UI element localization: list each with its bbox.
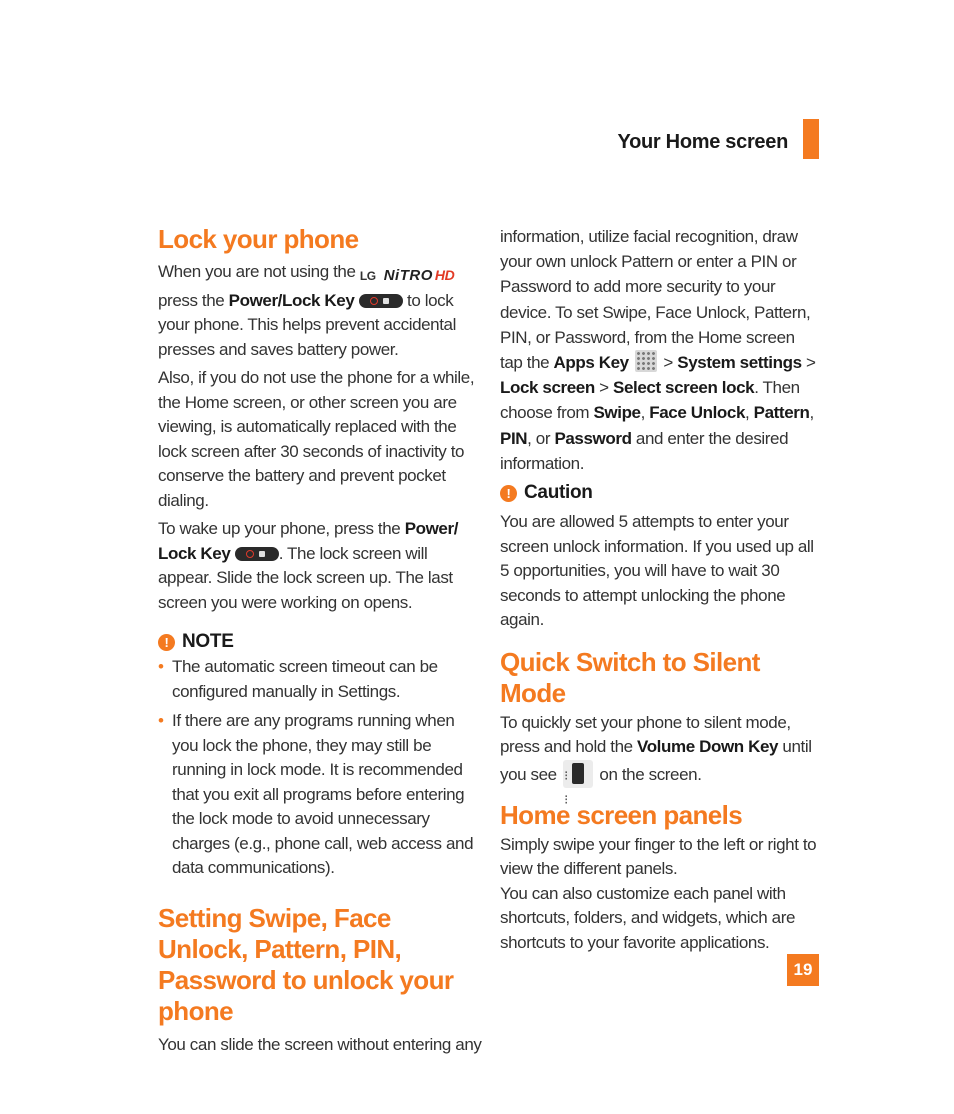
lock-paragraph-1: When you are not using the LG NiTRO HD press the Power/Lock Key to lock your phone. This helps prevent accidental presses and saves battery power. <box>158 262 456 359</box>
note-list <box>158 655 476 881</box>
unlock-instructions: information, utilize facial recognition, draw your own unlock Pattern or enter a PIN or Password to add more security to your device. To set Swipe, Face Unlock, Pattern, PIN, or Password, from the Home screen tap the Apps Key > System settings > Lock screen > Select screen lock. Then choose from Swipe, Face Unlock, Pattern, PIN, or Password and enter the desired information. <box>500 227 816 473</box>
select-screen-lock-label: Select screen lock <box>613 378 755 398</box>
section-title: Your Home screen <box>617 131 788 153</box>
option-pattern: Pattern <box>753 403 810 423</box>
power-lock-key-icon-2 <box>235 547 279 561</box>
option-password: Password <box>554 428 632 448</box>
system-settings-label: System settings <box>677 353 802 373</box>
option-pin: PIN <box>500 428 528 448</box>
power-lock-key-label-2: Power/ Lock Key <box>158 519 459 563</box>
caution-heading: ! Caution <box>500 482 818 504</box>
lg-nitro-hd-logo: LG NiTRO HD <box>359 267 455 284</box>
page-number: 19 <box>787 954 819 986</box>
lock-paragraph-3: To wake up your phone, press the Power/ Lock Key . The lock screen will appear. Slide the lock screen up. The last screen you were working on opens. <box>158 519 459 612</box>
apps-grid-icon <box>635 350 657 372</box>
lock-screen-label: Lock screen <box>500 378 595 398</box>
panels-paragraph-1: Simply swipe your finger to the left or right to view the different panels. <box>500 834 817 879</box>
warning-icon: ! <box>158 634 175 651</box>
list-item: • If there are any programs running when you lock the phone, they may still be running in lock mode. It is recommended that you exit all programs before entering the lock mode to avoid unnecessary charges (e.g., phone call, web access and data communications). <box>158 709 476 881</box>
panels-paragraph-2: You can also customize each panel with shortcuts, folders, and widgets, which are shortcuts to your favorite applications. <box>500 883 796 952</box>
quick-switch-text: To quickly set your phone to silent mode, press and hold the Volume Down Key until you see ⁝ ⁝ on the screen. <box>500 711 818 788</box>
lock-paragraph-2: Also, if you do not use the phone for a while, the Home screen, or other screen you are viewing, is automatically replaced with the lock screen after 30 seconds of inactivity to conserve the battery and prevent pocket dialing. <box>158 368 475 510</box>
quick-switch-heading: Quick Switch to Silent Mode <box>500 646 760 708</box>
apps-key-label: Apps Key <box>553 353 629 373</box>
option-face-unlock: Face Unlock <box>649 403 746 423</box>
volume-down-key-label: Volume Down Key <box>637 737 779 757</box>
note-heading: ! NOTE <box>158 631 476 653</box>
caution-text: You are allowed 5 attempts to enter your screen unlock information. If you used up all 5 opportunities, you will have to wait 30 seconds to attempt unlocking the phone again. <box>500 512 814 630</box>
lock-your-phone-heading: Lock your phone <box>158 224 359 254</box>
right-column <box>500 224 818 955</box>
setting-unlock-heading: Setting Swipe, Face Unlock, Pattern, PIN, Password to unlock your phone <box>158 902 454 1026</box>
option-swipe: Swipe <box>593 403 641 423</box>
warning-icon: ! <box>500 485 517 502</box>
list-item: • The automatic screen timeout can be configured manually in Settings. <box>158 655 476 704</box>
power-lock-key-icon <box>359 294 403 308</box>
power-lock-key-label: Power/Lock Key <box>228 290 355 310</box>
vibrate-mode-icon <box>563 760 593 788</box>
section-tab-marker <box>803 119 819 159</box>
setting-paragraph: You can slide the screen without entering any <box>158 1034 482 1054</box>
left-column <box>158 224 482 1057</box>
home-screen-panels-heading: Home screen panels <box>500 799 743 830</box>
